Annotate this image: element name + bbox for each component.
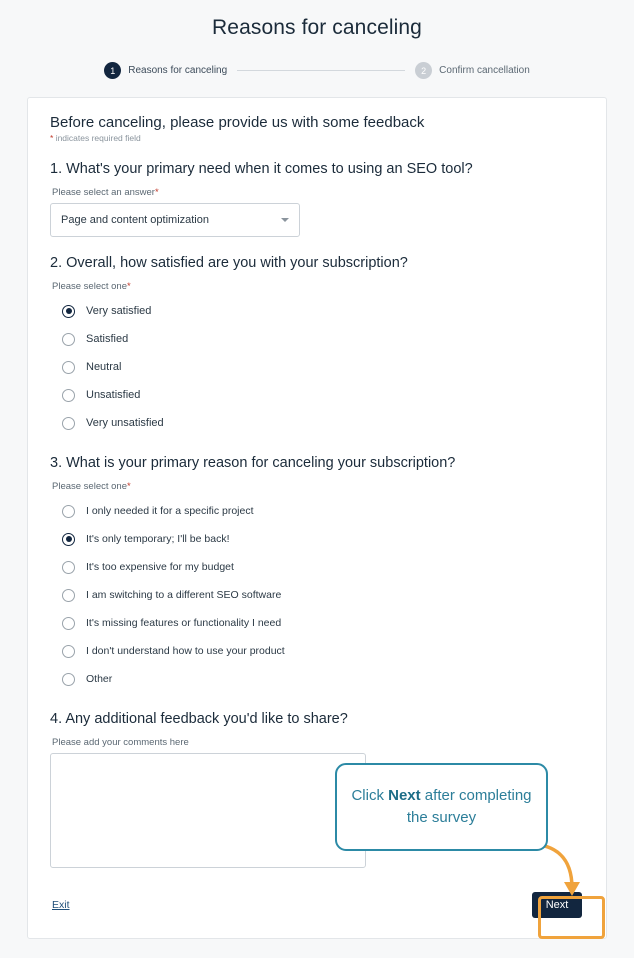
step-2-number: 2	[415, 62, 432, 79]
radio-icon[interactable]	[62, 305, 75, 318]
radio-label: I don't understand how to use your product	[86, 645, 285, 657]
list-item[interactable]	[50, 297, 584, 325]
radio-icon[interactable]	[62, 617, 75, 630]
question-1-required-star: *	[154, 187, 159, 198]
question-3-title: 3. What is your primary reason for canceling your subscription?	[50, 455, 456, 471]
progress-stepper	[0, 62, 634, 79]
satisfaction-radio-group	[50, 297, 584, 437]
question-3-field-label-text: Please select one	[52, 481, 127, 492]
list-item[interactable]	[50, 497, 584, 525]
question-2-field-label-text: Please select one	[52, 281, 127, 292]
question-1-field-label-text: Please select an answer	[52, 187, 155, 198]
radio-label: It's only temporary; I'll be back!	[86, 533, 230, 545]
cancel-reason-radio-group	[50, 497, 584, 693]
list-item[interactable]	[50, 353, 584, 381]
step-2[interactable]	[415, 62, 530, 79]
callout-text-after: after completing the survey	[406, 787, 532, 826]
step-1[interactable]	[104, 62, 227, 79]
page-title: Reasons for canceling	[212, 16, 422, 39]
required-field-note	[50, 133, 584, 143]
radio-label: Other	[86, 673, 113, 685]
radio-icon[interactable]	[62, 589, 75, 602]
question-1-field-label	[50, 187, 584, 198]
chevron-down-icon	[281, 218, 289, 222]
radio-label: Unsatisfied	[86, 389, 141, 401]
list-item[interactable]	[50, 525, 584, 553]
radio-icon[interactable]	[62, 417, 75, 430]
question-4-title: 4. Any additional feedback you'd like to share?	[50, 711, 348, 727]
radio-icon[interactable]	[62, 561, 75, 574]
radio-icon[interactable]	[62, 673, 75, 686]
radio-label: Very satisfied	[86, 305, 152, 317]
radio-icon[interactable]	[62, 361, 75, 374]
radio-icon[interactable]	[62, 505, 75, 518]
radio-icon[interactable]	[62, 389, 75, 402]
radio-label: It's too expensive for my budget	[86, 561, 234, 573]
radio-label: I only needed it for a specific project	[86, 505, 254, 517]
stepper-connector	[237, 70, 405, 71]
list-item[interactable]	[50, 637, 584, 665]
primary-need-selected-value: Page and content optimization	[61, 214, 209, 226]
radio-label: I am switching to a different SEO software	[86, 589, 282, 601]
required-star: *	[50, 133, 54, 143]
question-4-field-label: Please add your comments here	[52, 737, 189, 748]
card-heading: Before canceling, please provide us with some feedback	[50, 114, 425, 131]
radio-label: Very unsatisfied	[86, 417, 164, 429]
list-item[interactable]	[50, 325, 584, 353]
list-item[interactable]	[50, 553, 584, 581]
list-item[interactable]	[50, 409, 584, 437]
callout-text-before: Click	[351, 787, 389, 805]
callout-text	[351, 785, 532, 829]
radio-icon[interactable]	[62, 645, 75, 658]
radio-label: Satisfied	[86, 333, 129, 345]
additional-feedback-textarea[interactable]	[50, 753, 366, 868]
list-item[interactable]	[50, 581, 584, 609]
next-button[interactable]: Next	[532, 892, 582, 918]
card-footer	[50, 892, 584, 918]
required-note-text: indicates required field	[55, 133, 141, 143]
primary-need-select[interactable]	[50, 203, 300, 237]
step-2-label: Confirm cancellation	[439, 65, 530, 76]
question-1-title: 1. What's your primary need when it comes to using an SEO tool?	[50, 161, 473, 177]
question-3-required-star: *	[127, 481, 131, 492]
question-2-title: 2. Overall, how satisfied are you with your subscription?	[50, 255, 408, 271]
exit-link[interactable]: Exit	[52, 899, 70, 911]
list-item[interactable]	[50, 609, 584, 637]
list-item[interactable]	[50, 665, 584, 693]
radio-icon[interactable]	[62, 333, 75, 346]
callout-tooltip	[335, 763, 548, 851]
callout-emphasis: Next	[388, 787, 421, 805]
question-2-required-star: *	[127, 281, 131, 292]
radio-icon[interactable]	[62, 533, 75, 546]
question-3-field-label	[50, 481, 584, 492]
question-2-field-label	[50, 281, 584, 292]
radio-label: It's missing features or functionality I need	[86, 617, 282, 629]
step-1-label: Reasons for canceling	[128, 65, 228, 76]
step-1-number: 1	[104, 62, 121, 79]
radio-label: Neutral	[86, 361, 122, 373]
list-item[interactable]	[50, 381, 584, 409]
